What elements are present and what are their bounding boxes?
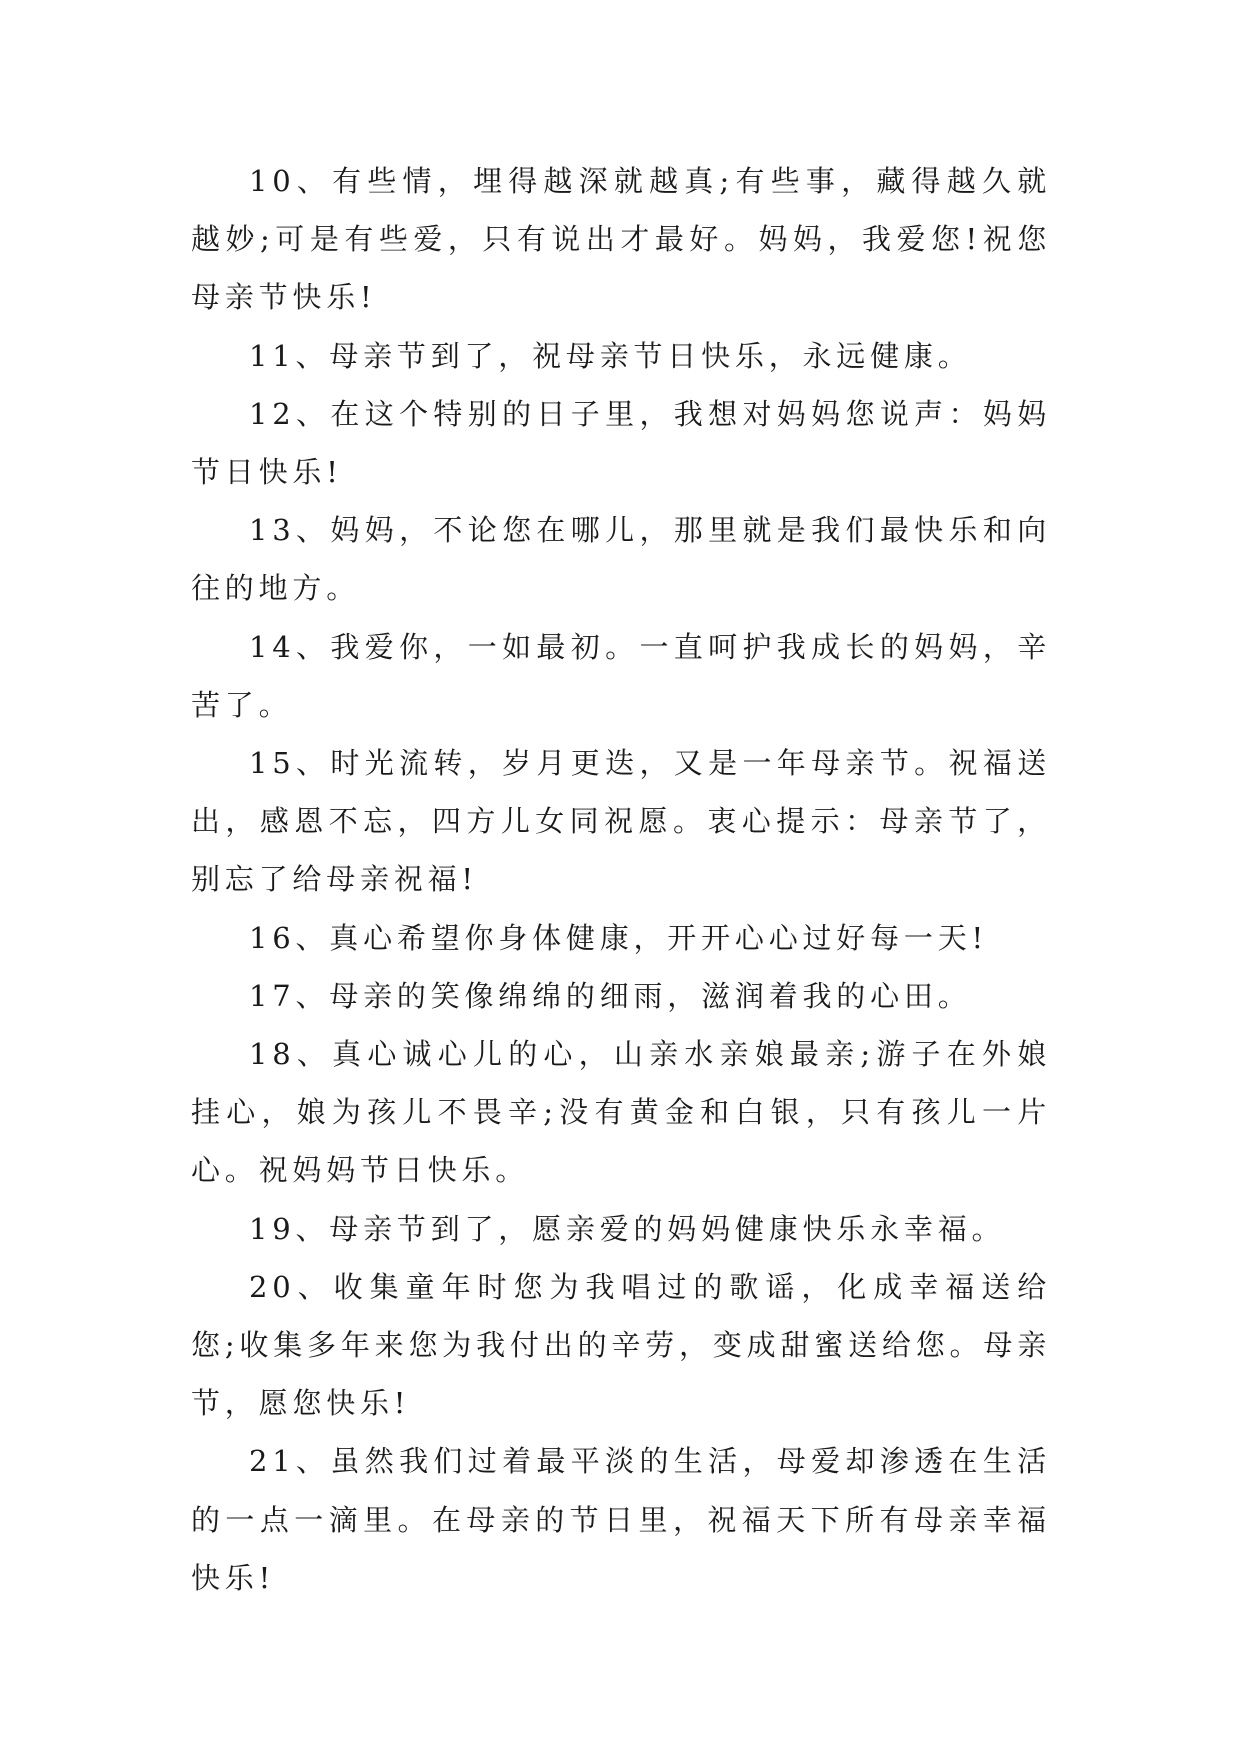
- paragraph-14: 14、我爱你，一如最初。一直呵护我成长的妈妈，辛苦了。: [191, 629, 1051, 722]
- paragraph-20: 20、收集童年时您为我唱过的歌谣，化成幸福送给您;收集多年来您为我付出的辛劳，变成甜蜜送给您。母亲节，愿您快乐!: [191, 1269, 1051, 1421]
- paragraph-15: 15、时光流转，岁月更迭，又是一年母亲节。祝福送出，感恩不忘，四方儿女同祝愿。衷心提示：母亲节了，别忘了给母亲祝福!: [191, 746, 1051, 897]
- paragraph-13: 13、妈妈，不论您在哪儿，那里就是我们最快乐和向往的地方。: [191, 513, 1051, 606]
- paragraph-19: 19、母亲节到了，愿亲爱的妈妈健康快乐永幸福。: [249, 1211, 1006, 1246]
- paragraph-12: 12、在这个特别的日子里，我想对妈妈您说声：妈妈节日快乐!: [191, 396, 1051, 490]
- paragraph-10: 10、有些情，埋得越深就越真;有些事，藏得越久就越妙;可是有些爱，只有说出才最好。妈妈，我爱您!祝您母亲节快乐!: [191, 164, 1051, 315]
- document-body: [191, 152, 1051, 1607]
- paragraph-21: 21、虽然我们过着最平淡的生活，母爱却渗透在生活的一点一滴里。在母亲的节日里，祝福天下所有母亲幸福快乐!: [191, 1444, 1051, 1595]
- paragraph-16: 16、真心希望你身体健康，开开心心过好每一天!: [249, 920, 988, 955]
- paragraph-11: 11、母亲节到了，祝母亲节日快乐，永远健康。: [249, 338, 972, 373]
- paragraph-17: 17、母亲的笑像绵绵的细雨，滋润着我的心田。: [249, 978, 972, 1013]
- paragraph-18: 18、真心诚心儿的心，山亲水亲娘最亲;游子在外娘挂心，娘为孩儿不畏辛;没有黄金和白银，只有孩儿一片心。祝妈妈节日快乐。: [191, 1037, 1051, 1188]
